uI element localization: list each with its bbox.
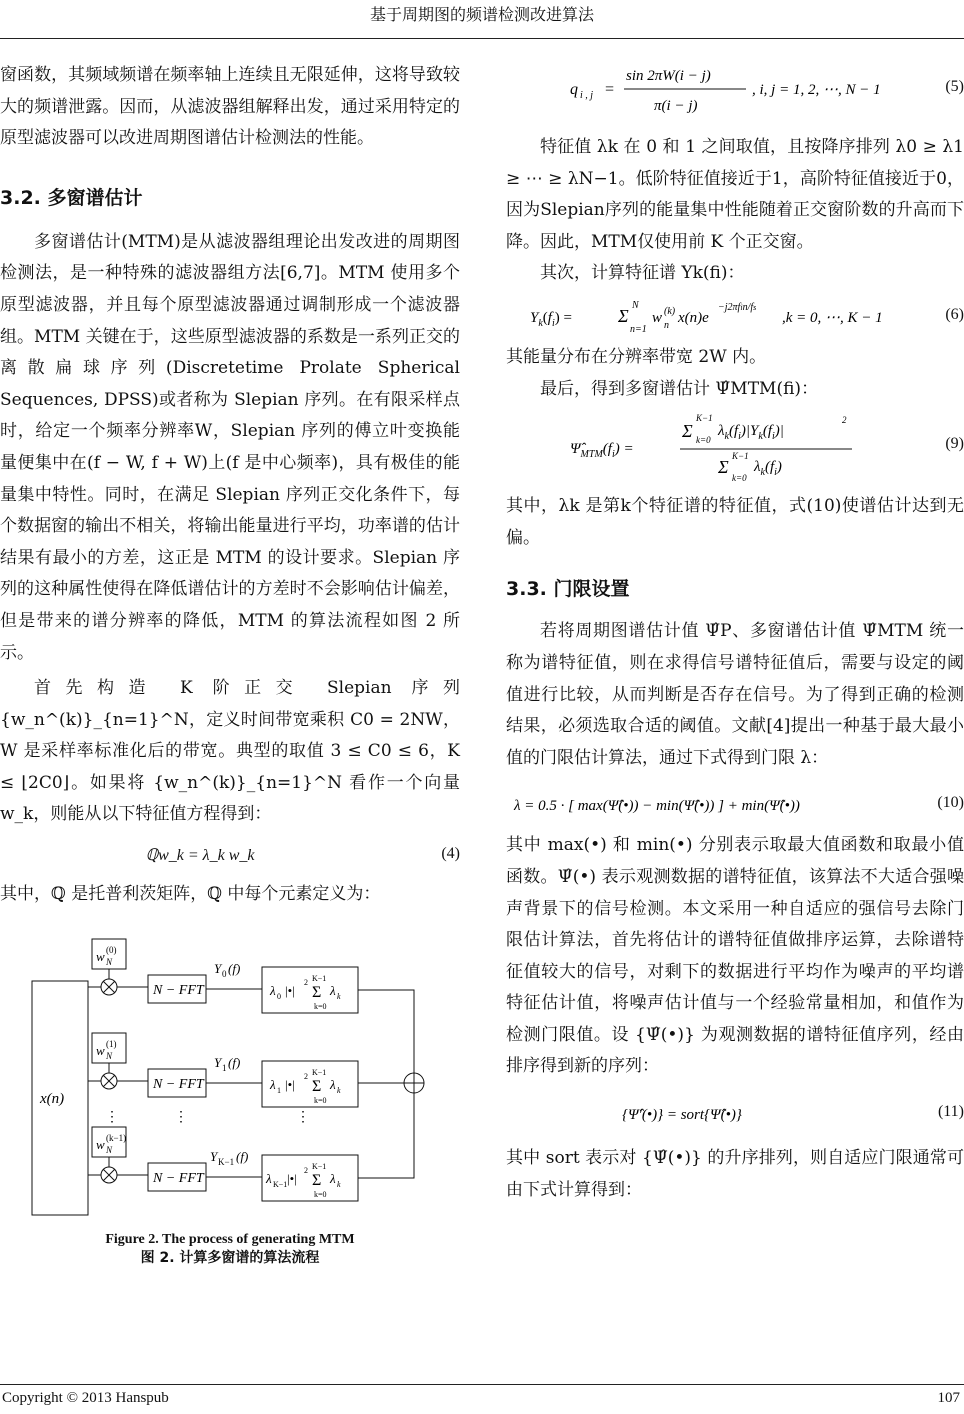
svg-text:λk(fi): $\lambda_k(f_i)$ xyxy=(754,459,782,479)
svg-text:Yk(fi) =: $Y_k(f_i)$ = xyxy=(530,309,572,329)
equation-5-number: (5) xyxy=(945,78,964,95)
paragraph-threshold-intro: 若将周期图谱估计值 Ψ̂P、多窗谱估计值 Ψ̂MTM 统一称为谱特征值，则在求得信号谱特征值后，需要与设定的阈值进行比较，从而判断是否存在信号。为了得到正确的检测结果，必须选取合适的阈值。文献[4]提出一种基于最大最小值的门限估计算法，通过下式得到门限 λ： xyxy=(506,621,964,768)
svg-text:|•|: |•| xyxy=(285,982,295,998)
svg-text:Ψ̂MTM(fi) =: $\Psî_{MTM}(f_i)$ = xyxy=(570,441,634,461)
svg-text:N: N xyxy=(106,1050,113,1061)
svg-text:|•|: |•| xyxy=(285,1076,295,1092)
svg-text:2: 2 xyxy=(304,1165,308,1175)
svg-text:π(i − j): π(i − j) xyxy=(654,98,698,114)
svg-text:q: q xyxy=(570,81,578,98)
running-header xyxy=(0,0,964,40)
svg-text:x(n)e: x(n)e xyxy=(678,309,709,326)
paragraph-eigenvalues: 特征值 λk 在 0 和 1 之间取值，且按降序排列 λ0 ≥ λ1 ≥ ⋯ ≥ λN−1。低阶特征值接近于1，高阶特征值接近于0，因为Slepian序列的能量集中性能随着正交窗阶数的升高而下降。因此，MTM仅使用前 K 个正交窗。 xyxy=(506,137,964,252)
svg-text:K−1: K−1 xyxy=(218,1156,235,1167)
svg-text:0: 0 xyxy=(222,968,227,979)
svg-text:,k = 0, ⋯, K − 1: ,k = 0, ⋯, K − 1 xyxy=(782,309,883,326)
svg-text:N: N xyxy=(106,956,113,967)
paragraph-mtm-intro: 多窗谱估计(MTM)是从滤波器组理论出发改进的周期图检测法，是一种特殊的滤波器组方法[6,7]。MTM 使用多个原型滤波器，并且每个原型滤波器通过调制形成一个滤波器组。MTM 关键在于，这些原型滤波器的系数是一系列正交的离散扁球序列(Discretetime Prolate Spherical Sequences, DPSS)或者称为 Slepian 序列。在有限采样点时，给定一个频率分辨率W，Slepian 序列的傅立叶变换能量便集中在(f − W, f + W)上(f 是中心频率)，具有极佳的能量集中特性。同时，在满足 Slepian 序列正交化条件下，每个数据窗的输出不相关，将输出能量进行平均，功率谱的估计结果有最小的方差，这正是 MTM 的设计要求。Slepian 序列的这种属性使得在降低谱估计的方差时不会影响估计偏差，但是带来的谱分辨率的降低，MTM 的算法流程如图 2 所示。 xyxy=(0,231,460,663)
svg-text:Σ: Σ xyxy=(718,457,729,478)
svg-text:Y: Y xyxy=(210,1148,218,1164)
svg-text:, i, j = 1, 2, ⋯, N − 1: , i, j = 1, 2, ⋯, N − 1 xyxy=(752,82,881,98)
svg-text:i , j: i , j xyxy=(580,90,594,101)
equation-9 xyxy=(506,409,964,485)
weighting-block-0 xyxy=(262,967,358,1013)
paragraph-toeplitz: 其中，ℚ 是托普利茨矩阵，ℚ 中每个元素定义为： xyxy=(0,884,381,905)
svg-text:{Ψ̂′(•)} = sort{Ψ̂(•)}: {Ψ̂′(•)} = sort{Ψ̂(•)} xyxy=(622,1107,742,1124)
paragraph-sort: 其中 sort 表示对 {Ψ̂(•)} 的升序排列，则自适应门限通常可由下式计算得到： xyxy=(506,1148,964,1200)
svg-text:K−1: K−1 xyxy=(273,1179,288,1189)
footer-rule xyxy=(0,1384,964,1385)
svg-text:1: 1 xyxy=(222,1062,227,1073)
svg-text:w: w xyxy=(96,1136,105,1152)
svg-text:2: 2 xyxy=(842,415,847,426)
paragraph-bandwidth: 其能量分布在分辨率带宽 2W 内。 xyxy=(506,346,767,367)
svg-text:2: 2 xyxy=(304,977,308,987)
paragraph-mtm-estimate-intro: 最后，得到多窗谱估计 Ψ̂MTM(fi)： xyxy=(540,378,819,399)
svg-text:Y: Y xyxy=(214,1054,222,1070)
equation-9-number: (9) xyxy=(945,435,964,453)
svg-text:k: k xyxy=(337,1085,341,1095)
svg-text:λ: λ xyxy=(270,982,276,998)
svg-text:N − FFT: N − FFT xyxy=(153,982,204,998)
multiplier-0 xyxy=(101,979,117,995)
input-label: x(n) xyxy=(40,1090,65,1107)
svg-text:λk(fi)|Yk(fi)|: $\lambda_k(f_i)|Y_k(f_i)|$ xyxy=(718,423,784,443)
svg-text:(k−1): (k−1) xyxy=(106,1132,127,1143)
svg-text:w: w xyxy=(96,1042,105,1058)
page-footer xyxy=(0,1384,964,1414)
equation-6 xyxy=(506,290,964,342)
svg-text:λ: λ xyxy=(330,1170,336,1186)
svg-text:λ: λ xyxy=(270,1076,276,1092)
paragraph-window-function: 窗函数，其频域频谱在频率轴上连续且无限延伸，这将导致较大的频谱泄露。因而，从滤波器组解释出发，通过采用特定的原型滤波器可以改进周期图谱估计检测法的性能。 xyxy=(0,65,460,149)
equation-9-graphic xyxy=(506,409,964,485)
svg-text:1: 1 xyxy=(277,1085,281,1095)
svg-text:λ = 0.5 · [ max(Ψ̂(•)) − min(Ψ: λ = 0.5 · [ max(Ψ̂(•)) − min(Ψ̂(•)) ] + min(Ψ̂(•)) xyxy=(514,798,800,815)
svg-text:0: 0 xyxy=(277,991,281,1001)
summing-node xyxy=(404,1073,424,1093)
svg-text:Σ: Σ xyxy=(312,1171,322,1189)
equation-4-number: (4) xyxy=(441,845,460,863)
svg-text:2: 2 xyxy=(304,1071,308,1081)
svg-text:K−1: K−1 xyxy=(732,451,749,462)
svg-text:Σ: Σ xyxy=(312,1077,322,1095)
paragraph-eigenspectrum-intro: 其次，计算特征谱 Yk(fi)： xyxy=(540,263,745,284)
svg-text:⋮: ⋮ xyxy=(296,1109,310,1125)
svg-text:−j2πfin/fs: −j2πfin/fs xyxy=(718,301,757,313)
svg-text:Σ: Σ xyxy=(312,983,322,1001)
multiplier-1 xyxy=(101,1073,117,1089)
svg-text:(f): (f) xyxy=(228,1054,241,1070)
svg-text:(k): (k) xyxy=(664,305,676,317)
paragraph-adaptive-threshold: 其中 max(•) 和 min(•) 分别表示取最大值函数和取最小值函数。Ψ̂(•) 表示观测数据的谱特征值，该算法不大适合强噪声背景下的信号检测。本文采用一种自适应的强信号去除门限估计算法，首先将估计的谱特征值做排序运算，去除谱特征值较大的信号，对剩下的数据进行平均作为噪声的平均谱特征估计值，将噪声估计值与一个经验常量相加，和值作为检测门限值。设 {Ψ̂(•)} 为观测数据的谱特征值序列，经由排序得到新的序列： xyxy=(506,835,964,1077)
equation-6-number: (6) xyxy=(945,305,964,323)
svg-text:K−1: K−1 xyxy=(312,1067,327,1077)
svg-text:k=0: k=0 xyxy=(314,1095,327,1105)
svg-text:=: = xyxy=(604,81,615,98)
svg-text:sin 2πW(i − j): sin 2πW(i − j) xyxy=(626,68,711,84)
section-heading-3-2: 3.2. 多窗谱估计 xyxy=(0,186,143,209)
svg-text:(1): (1) xyxy=(106,1038,117,1049)
equation-6-graphic xyxy=(506,290,964,342)
svg-text:λ: λ xyxy=(330,1076,336,1092)
svg-text:k: k xyxy=(337,991,341,1001)
equation-10-number: (10) xyxy=(937,794,964,812)
svg-text:λ: λ xyxy=(266,1170,272,1186)
equation-10-graphic xyxy=(506,778,964,830)
equation-11-number: (11) xyxy=(937,1103,964,1121)
equation-4-body: ℚw_k = λ_k w_k xyxy=(145,847,255,865)
ellipsis-dots: ⋮ xyxy=(105,1109,119,1125)
svg-text:(0): (0) xyxy=(106,944,117,955)
equation-10 xyxy=(506,778,964,830)
running-title: 基于周期图的频谱检测改进算法 xyxy=(369,5,594,24)
multiplier-k-1 xyxy=(101,1167,117,1183)
svg-text:⋮: ⋮ xyxy=(174,1109,188,1125)
paragraph-unbiased: 其中，λk 是第k个特征谱的特征值，式(10)使谱估计达到无偏。 xyxy=(506,496,964,548)
svg-text:(f): (f) xyxy=(236,1148,249,1164)
equation-11 xyxy=(506,1087,964,1141)
svg-text:w: w xyxy=(652,309,663,326)
svg-text:|•|: |•| xyxy=(287,1170,297,1186)
equation-4 xyxy=(0,839,460,875)
svg-text:n: n xyxy=(664,319,669,331)
equation-11-graphic xyxy=(506,1087,964,1141)
svg-text:k=0: k=0 xyxy=(732,473,747,484)
figure-caption-zh: 图 2. 计算多窗谱的算法流程 xyxy=(140,1249,320,1266)
left-column xyxy=(0,60,460,1267)
section-heading-3-3: 3.3. 门限设置 xyxy=(506,578,630,601)
svg-text:k=0: k=0 xyxy=(696,435,711,446)
weighting-block-k-1 xyxy=(262,1155,358,1201)
svg-text:(f): (f) xyxy=(228,960,241,976)
equation-5-graphic xyxy=(506,60,964,120)
weighting-block-1 xyxy=(262,1061,358,1107)
svg-text:N − FFT: N − FFT xyxy=(153,1170,204,1186)
svg-text:k=0: k=0 xyxy=(314,1001,327,1011)
svg-text:n=1: n=1 xyxy=(630,323,647,335)
mtm-flow-diagram xyxy=(0,937,460,1227)
paragraph-slepian-construct: 首先构造 K 阶正交 Slepian 序列 {w_n^(k)}_{n=1}^N，定义时间带宽乘积 C0 = 2NW，W 是采样率标准化后的带宽。典型的取值 3 ≤ C0 ≤ 6，K ≤ ⌊2C0⌋。如果将 {w_n^(k)}_{n=1}^N 看作一个向量 w_k，则能从以下特征值方程得到： xyxy=(0,678,460,825)
svg-text:k: k xyxy=(337,1179,341,1189)
page-number: 107 xyxy=(937,1390,960,1406)
svg-text:w: w xyxy=(96,948,105,964)
svg-text:N: N xyxy=(632,299,639,311)
svg-text:λ: λ xyxy=(330,982,336,998)
figure-2 xyxy=(0,937,460,1227)
copyright: Copyright © 2013 Hanspub xyxy=(2,1390,169,1406)
right-column xyxy=(506,60,964,1206)
svg-text:N: N xyxy=(106,1144,113,1155)
svg-text:Σ: Σ xyxy=(682,421,693,442)
figure-caption-en: Figure 2. The process of generating MTM xyxy=(105,1231,355,1247)
svg-text:N − FFT: N − FFT xyxy=(153,1076,204,1092)
svg-text:Y: Y xyxy=(214,960,222,976)
equation-5 xyxy=(506,60,964,120)
header-rule xyxy=(0,38,964,39)
svg-text:K−1: K−1 xyxy=(312,973,327,983)
svg-text:K−1: K−1 xyxy=(696,413,713,424)
svg-text:K−1: K−1 xyxy=(312,1161,327,1171)
svg-text:Σ: Σ xyxy=(618,305,629,326)
svg-text:k=0: k=0 xyxy=(314,1189,327,1199)
